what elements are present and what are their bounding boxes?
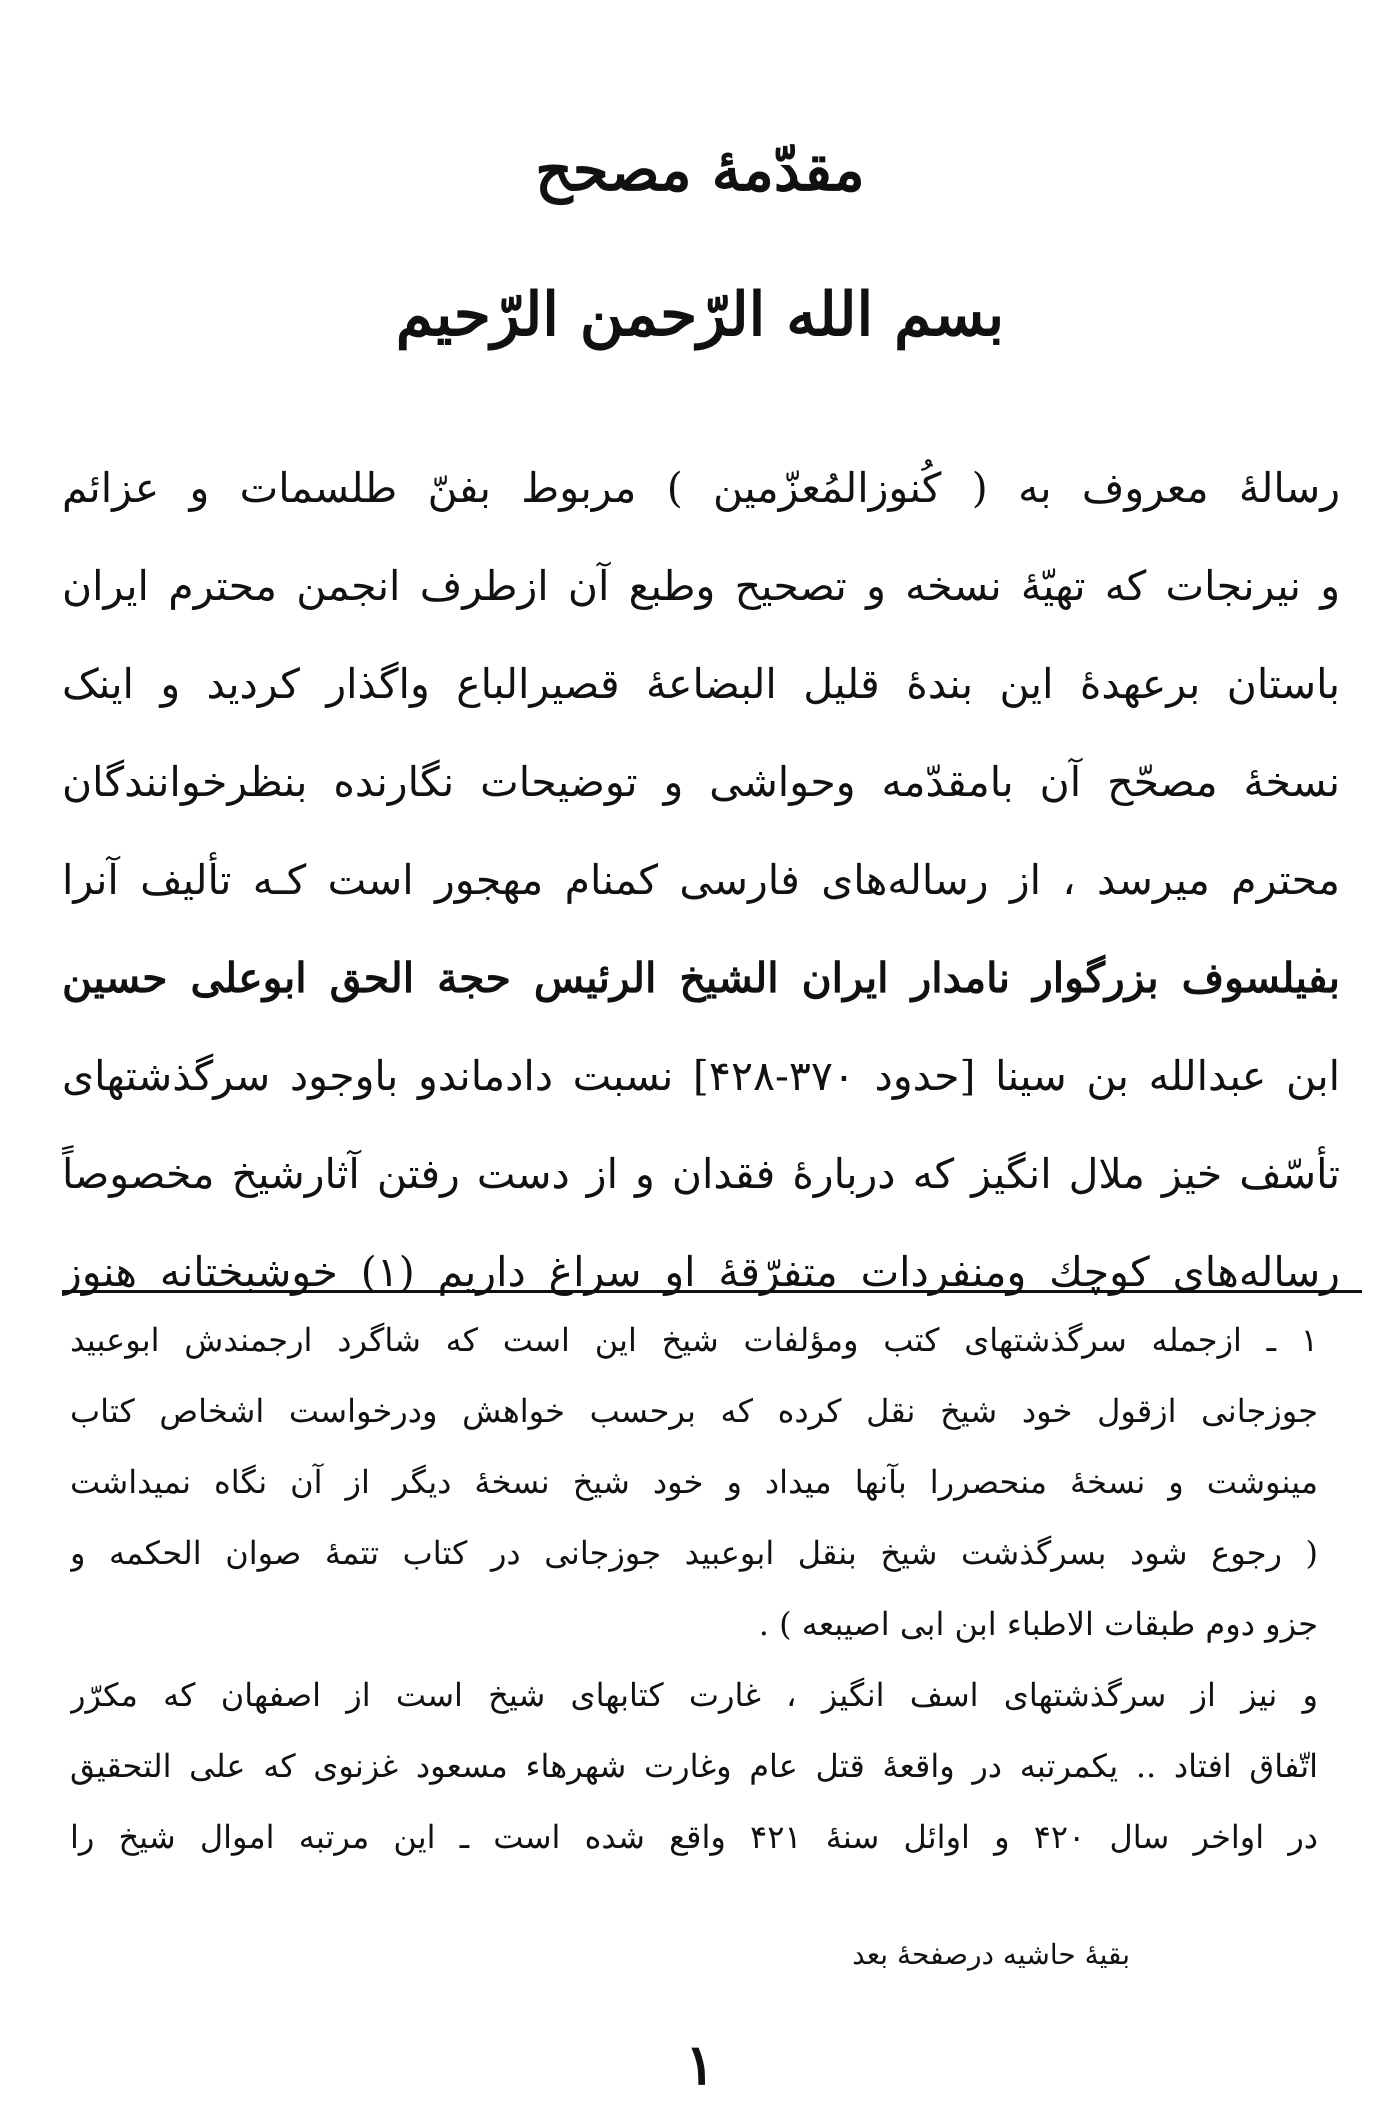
footnote-line: جوزجانی ازقول خود شیخ نقل کرده که برحسب خواهش ودرخواست اشخاص کتاب xyxy=(70,1392,1318,1431)
text-line: تأسّف خیز ملال انگیز که دربارهٔ فقدان و از دست رفتن آثارشیخ مخصوصاً xyxy=(62,1150,1340,1199)
footnotes xyxy=(70,1305,1318,1873)
text-line: بفیلسوف بزرگوار نامدار ایران الشیخ الرئیس حجة الحق ابوعلی حسین xyxy=(62,954,1340,1003)
text-line: محترم میرسد ، از رساله‌های فارسی کمنام مهجور است کـه تألیف آنرا xyxy=(62,856,1340,905)
text-line: و نیرنجات که تهیّهٔ نسخه و تصحیح وطبع آن ازطرف انجمن محترم ایران xyxy=(62,562,1340,611)
footnote-continuation: بقیهٔ حاشیه درصفحهٔ بعد xyxy=(852,1938,1130,1971)
footnote-divider xyxy=(62,1290,1362,1293)
text-line: باستان برعهدهٔ این بندهٔ قلیل البضاعهٔ قصیرالباع واگذار کردید و اینک xyxy=(62,660,1340,709)
footnote-line: ۱ ـ ازجمله سرگذشتهای کتب ومؤلفات شیخ این است که شاگرد ارجمندش ابوعبید xyxy=(70,1321,1318,1360)
basmala: بسم الله الرّحمن الرّحیم xyxy=(395,280,1005,350)
text-line: رسالهٔ معروف به ( کُنوزالمُعزّمین ) مربوط بفنّ طلسمات و عزائم xyxy=(62,464,1340,513)
page-number: ۱ xyxy=(684,2032,716,2098)
text-line: نسخهٔ مصحّح آن بامقدّمه وحواشی و توضیحات نگارنده بنظرخوانندگان xyxy=(62,758,1340,807)
footnote-line: اتّفاق افتاد .. یکمرتبه در واقعهٔ قتل عام وغارت شهرهاء مسعود غزنوی که علی التحقیق xyxy=(70,1747,1318,1786)
footnote-line: ( رجوع شود بسرگذشت شیخ بنقل ابوعبید جوزجانی در کتاب تتمهٔ صوان الحکمه و xyxy=(70,1534,1318,1573)
footnote-line: جزو دوم طبقات الاطباء ابن ابی اصیبعه ) . xyxy=(758,1605,1318,1644)
footnote-line: در اواخر سال ۴۲۰ و اوائل سنهٔ ۴۲۱ واقع شده است ـ این مرتبه اموال شیخ را xyxy=(70,1818,1318,1857)
main-text xyxy=(62,440,1340,1322)
text-line: ابن عبدالله بن سینا [حدود ۳۷۰-۴۲۸] نسبت دادماندو باوجود سرگذشتهای xyxy=(62,1052,1340,1101)
footnote-line: مینوشت و نسخهٔ منحصررا بآنها میداد و خود شیخ نسخهٔ دیگر از آن نگاه نمیداشت xyxy=(70,1463,1318,1502)
footnote-line: و نیز از سرگذشتهای اسف انگیز ، غارت کتابهای شیخ است از اصفهان که مکرّر xyxy=(70,1676,1318,1715)
page-title: مقدّمهٔ مصحح xyxy=(535,136,865,204)
text-line: رساله‌های کوچك ومنفردات متفرّقهٔ او سراغ داریم (۱) خوشبختانه هنوز xyxy=(62,1248,1340,1297)
